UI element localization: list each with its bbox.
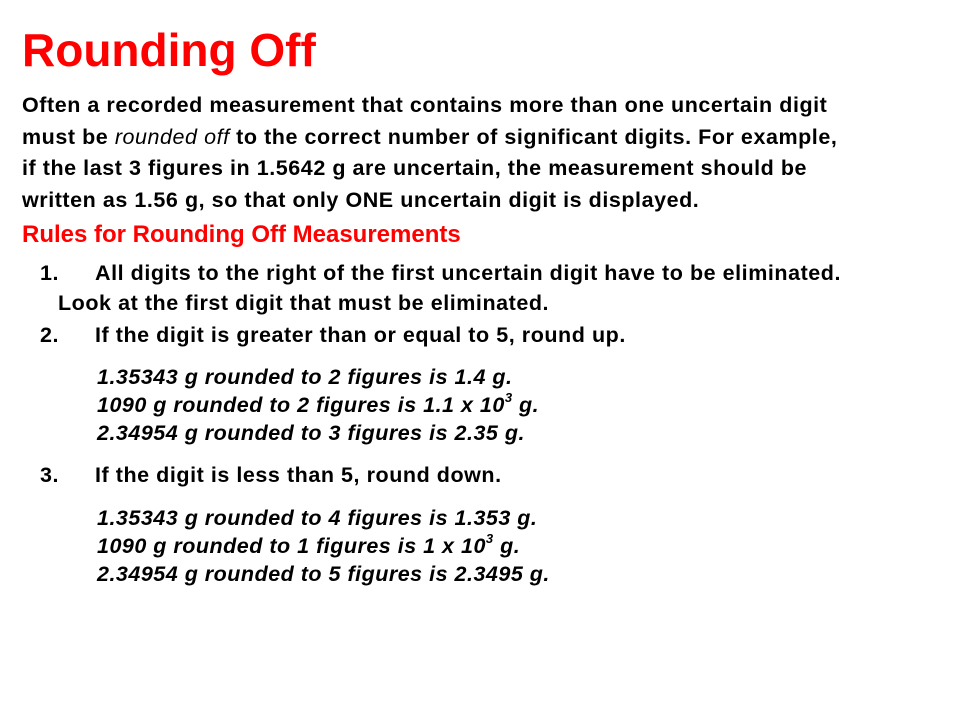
rule-continuation-row [0, 288, 960, 318]
rule-number: 3. [40, 463, 60, 487]
example-text: 1.35343 g rounded to 2 figures is 1.4 g. [97, 365, 513, 389]
rule-item [0, 460, 960, 490]
intro-emphasis: rounded off [114, 124, 230, 149]
rule-text: If the digit is less than 5, round down. [95, 463, 502, 487]
rule-continuation: Look at the first digit that must be eliminated. [58, 291, 550, 315]
intro-line-3: if the last 3 figures in 1.5642 g are uncertain, the measurement should be [22, 156, 808, 180]
example-text: 1.35343 g rounded to 4 figures is 1.353 g. [97, 506, 538, 530]
rule-text: All digits to the right of the first uncertain digit have to be eliminated. [95, 261, 842, 285]
example-line [97, 559, 550, 589]
example-text: 1090 g rounded to 2 figures is 1.1 x 10 [97, 393, 505, 417]
rule-item [0, 258, 960, 288]
example-line [97, 418, 525, 448]
exponent: 3 [504, 389, 513, 405]
example-text: 1090 g rounded to 1 figures is 1 x 10 [97, 534, 486, 558]
example-text: 2.34954 g rounded to 3 figures is 2.35 g. [97, 421, 525, 445]
rule-text: If the digit is greater than or equal to 5, round up. [95, 323, 626, 347]
rules-heading: Rules for Rounding Off Measurements [22, 221, 461, 248]
exponent: 3 [485, 530, 494, 546]
intro-line-2-start: must be [22, 124, 115, 149]
rule-number: 2. [40, 323, 60, 347]
intro-line-4: written as 1.56 g, so that only ONE uncertain digit is displayed. [22, 187, 700, 212]
example-line [97, 362, 512, 392]
example-text: 2.34954 g rounded to 5 figures is 2.3495 g. [97, 562, 550, 586]
rule-number: 1. [40, 261, 60, 285]
example-unit: g. [512, 393, 540, 417]
example-line [97, 531, 520, 561]
intro-line-1: Often a recorded measurement that contains more than one uncertain digit [22, 93, 828, 117]
example-unit: g. [493, 534, 521, 558]
intro-paragraph [22, 90, 952, 216]
slide-title: Rounding Off [22, 24, 316, 76]
rule-item [0, 320, 960, 350]
intro-line-2-end: to the correct number of significant digits. For example, [229, 124, 838, 149]
example-line [97, 503, 537, 533]
example-line [97, 390, 539, 420]
